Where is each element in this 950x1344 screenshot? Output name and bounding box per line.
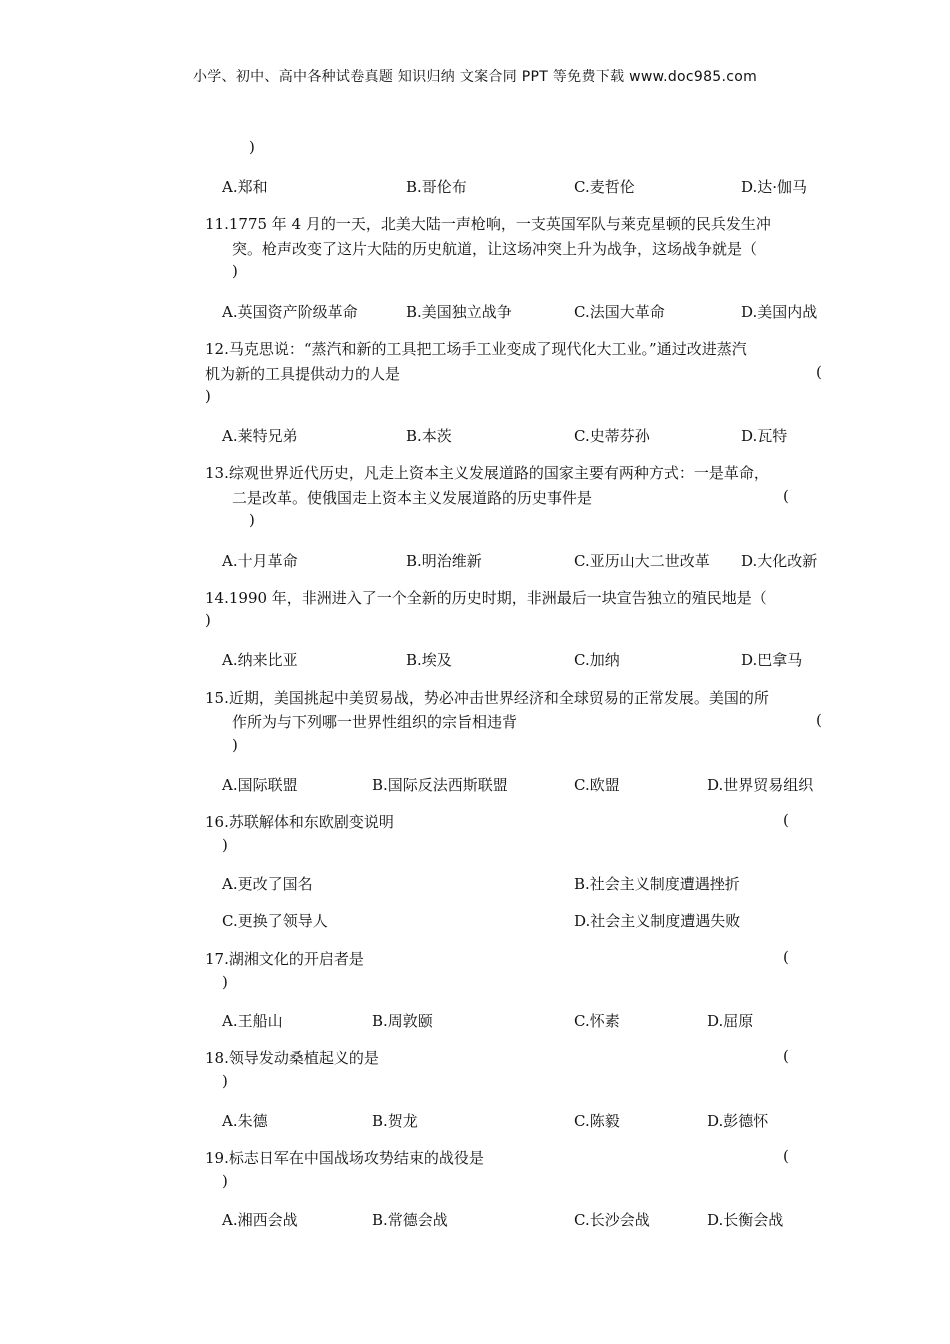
answer-paren-close: )	[222, 836, 228, 854]
answer-paren-open: (	[783, 1047, 789, 1065]
answer-paren-close: )	[222, 1072, 228, 1090]
option-d: D.巴拿马	[741, 651, 803, 669]
question-text-cont: 突。枪声改变了这片大陆的历史航道，让这场冲突上升为战争，这场战争就是（	[232, 240, 758, 258]
option-d: D.彭德怀	[707, 1112, 769, 1130]
question-text: 16.苏联解体和东欧剧变说明	[205, 813, 394, 831]
answer-paren-close: )	[249, 511, 255, 529]
question-text: 17.湖湘文化的开启者是	[205, 950, 364, 968]
option-a: A.十月革命	[222, 552, 298, 570]
answer-paren-close: )	[222, 973, 228, 991]
option-c: C.怀素	[574, 1012, 620, 1030]
option-a: A.王船山	[222, 1012, 283, 1030]
option-c: C.法国大革命	[574, 303, 665, 321]
answer-paren-close: )	[232, 736, 238, 754]
question-text: 18.领导发动桑植起义的是	[205, 1049, 379, 1067]
answer-paren-open: (	[816, 711, 822, 729]
option-c: C.长沙会战	[574, 1211, 650, 1229]
answer-paren-close: )	[249, 138, 255, 156]
option-c: C.麦哲伦	[574, 178, 635, 196]
answer-paren-open: (	[783, 487, 789, 505]
option-b: B.哥伦布	[406, 178, 467, 196]
option-c: C.史蒂芬孙	[574, 427, 650, 445]
question-text: 19.标志日军在中国战场攻势结束的战役是	[205, 1149, 484, 1167]
option-a: A.莱特兄弟	[222, 427, 298, 445]
option-b: B.贺龙	[372, 1112, 418, 1130]
option-b: B.常德会战	[372, 1211, 448, 1229]
option-d: D.世界贸易组织	[707, 776, 814, 794]
option-d: D.瓦特	[741, 427, 788, 445]
question-text: 14.1990 年，非洲进入了一个全新的历史时期，非洲最后一块宣告独立的殖民地是（	[205, 589, 767, 607]
option-a: A.更改了国名	[222, 875, 313, 893]
option-a: A.纳来比亚	[222, 651, 298, 669]
option-d: D.大化改新	[741, 552, 818, 570]
answer-paren-close: )	[222, 1172, 228, 1190]
answer-paren-open: (	[816, 363, 822, 381]
answer-paren-close: )	[232, 262, 238, 280]
question-text: 15.近期，美国挑起中美贸易战，势必冲击世界经济和全球贸易的正常发展。美国的所	[205, 689, 769, 707]
option-b: B.社会主义制度遭遇挫折	[574, 875, 740, 893]
option-c: C.欧盟	[574, 776, 620, 794]
page-header: 小学、初中、高中各种试卷真题 知识归纳 文案合同 PPT 等免费下载 www.doc985.com	[192, 69, 758, 85]
answer-paren-open: (	[783, 811, 789, 829]
answer-paren-open: (	[783, 1147, 789, 1165]
option-d: D.达·伽马	[741, 178, 808, 196]
question-text-cont: 二是改革。使俄国走上资本主义发展道路的历史事件是	[232, 489, 593, 507]
option-b: B.明治维新	[406, 552, 482, 570]
option-a: A.英国资产阶级革命	[222, 303, 358, 321]
question-text-cont: 机为新的工具提供动力的人是	[205, 365, 401, 383]
option-d: D.社会主义制度遭遇失败	[574, 912, 741, 930]
option-a: A.湘西会战	[222, 1211, 298, 1229]
option-d: D.美国内战	[741, 303, 818, 321]
question-text: 11.1775 年 4 月的一天，北美大陆一声枪响，一支英国军队与莱克星顿的民兵发生冲	[205, 215, 771, 233]
option-b: B.埃及	[406, 651, 452, 669]
option-d: D.长衡会战	[707, 1211, 784, 1229]
question-text: 12.马克思说：“蒸汽和新的工具把工场手工业变成了现代化大工业。”通过改进蒸汽	[205, 340, 747, 358]
option-b: B.美国独立战争	[406, 303, 512, 321]
answer-paren-open: (	[783, 948, 789, 966]
option-d: D.屈原	[707, 1012, 754, 1030]
option-b: B.国际反法西斯联盟	[372, 776, 508, 794]
option-a: A.国际联盟	[222, 776, 298, 794]
option-c: C.加纳	[574, 651, 620, 669]
answer-paren-close: )	[205, 387, 211, 405]
question-text: 13.综观世界近代历史，凡走上资本主义发展道路的国家主要有两种方式：一是革命，	[205, 464, 769, 482]
answer-paren-close: )	[205, 611, 211, 629]
option-b: B.本茨	[406, 427, 452, 445]
option-c: C.亚历山大二世改革	[574, 552, 710, 570]
option-a: A.朱德	[222, 1112, 268, 1130]
option-c: C.陈毅	[574, 1112, 620, 1130]
option-a: A.郑和	[222, 178, 268, 196]
option-c: C.更换了领导人	[222, 912, 328, 930]
option-b: B.周敦颐	[372, 1012, 433, 1030]
question-text-cont: 作所为与下列哪一世界性组织的宗旨相违背	[232, 713, 518, 731]
